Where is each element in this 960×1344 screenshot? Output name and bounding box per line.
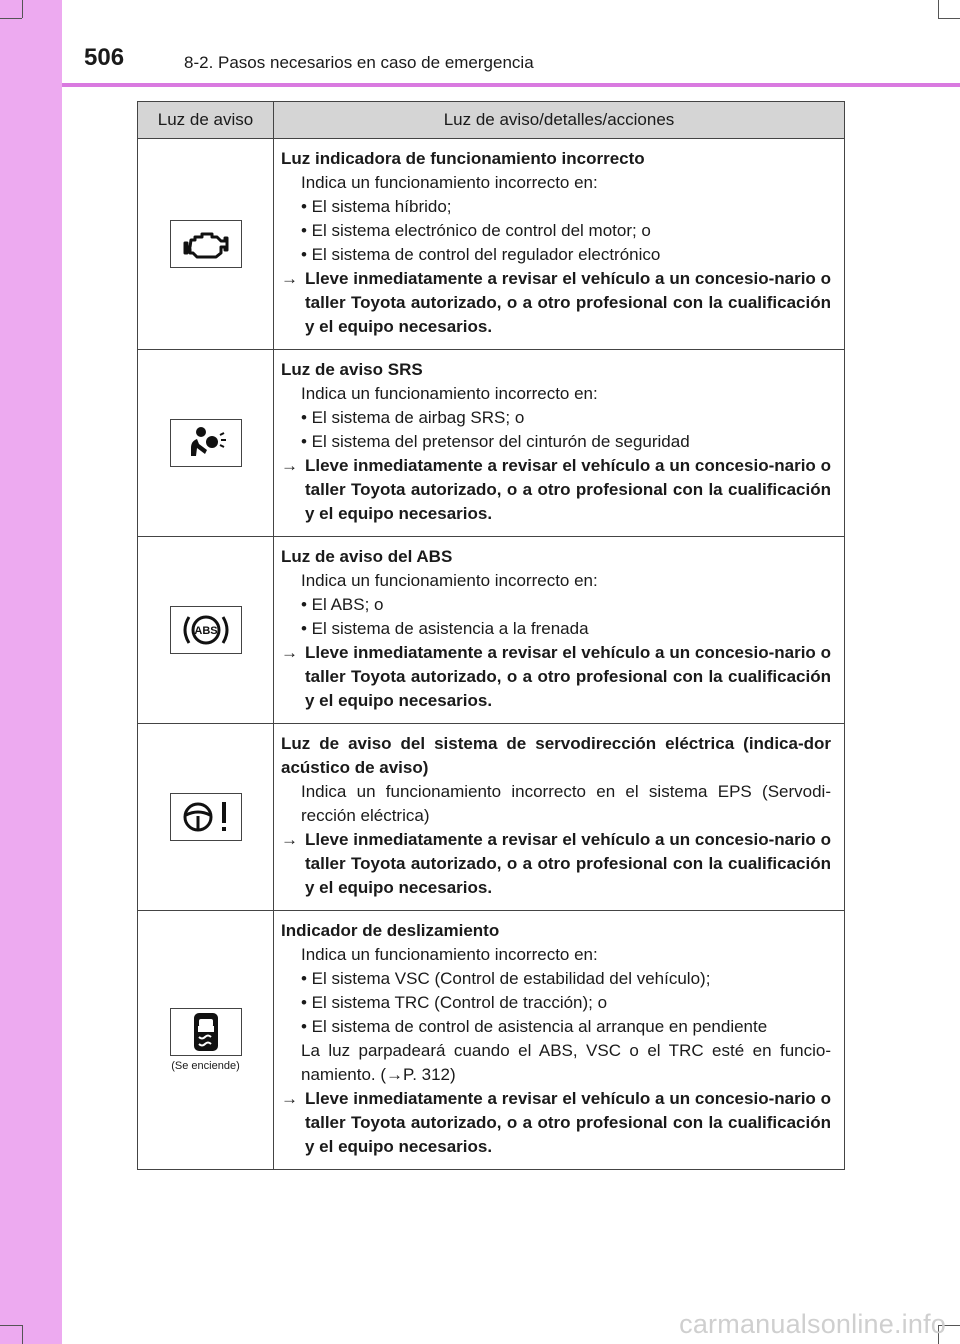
row-extra: La luz parpadeará cuando el ABS, VSC o el TRC esté en funcio-namiento. (→P. 312): [301, 1041, 831, 1084]
arrow-icon: →: [281, 269, 298, 288]
page-number: 506: [84, 44, 125, 71]
action-text: → Lleve inmediatamente a revisar el vehículo a un concesio-nario o taller Toyota autorizado, o a otro profesional con la cualificación y el equipo necesarios.: [281, 1087, 831, 1159]
header-rule: [62, 83, 960, 87]
action-text: → Lleve inmediatamente a revisar el vehículo a un concesio-nario o taller Toyota autorizado, o a otro profesional con la cualificación y el equipo necesarios.: [281, 267, 831, 339]
list-item: • El sistema electrónico de control del motor; o: [301, 221, 651, 240]
airbag-icon: [170, 419, 242, 467]
icon-cell: [138, 537, 274, 724]
row-title: Luz indicadora de funcionamiento incorrecto: [281, 149, 645, 168]
list-item: • El sistema híbrido;: [301, 197, 452, 216]
list-item: • El sistema VSC (Control de estabilidad del vehículo);: [301, 969, 711, 988]
icon-cell: [138, 139, 274, 350]
abs-icon: [170, 606, 242, 654]
row-title: Luz de aviso del ABS: [281, 547, 453, 566]
crop-mark: [938, 18, 960, 19]
table-row: [138, 724, 845, 911]
crop-mark: [938, 0, 939, 18]
arrow-icon: →: [281, 1089, 298, 1108]
row-title: Luz de aviso del sistema de servodirección eléctrica (indica-dor acústico de aviso): [281, 734, 831, 777]
row-title: Indicador de deslizamiento: [281, 921, 500, 940]
column-header-details: Luz de aviso/detalles/acciones: [274, 102, 845, 139]
crop-mark: [0, 18, 22, 19]
icon-cell: [138, 350, 274, 537]
row-title: Luz de aviso SRS: [281, 360, 423, 379]
list-item: • El sistema de asistencia a la frenada: [301, 619, 589, 638]
details-cell: [274, 911, 845, 1170]
svg-text:ABS: ABS: [193, 625, 218, 637]
crop-mark: [22, 1325, 23, 1344]
list-item: • El sistema de airbag SRS; o: [301, 408, 525, 427]
row-intro: Indica un funcionamiento incorrecto en:: [301, 384, 598, 403]
list-item: • El sistema TRC (Control de tracción); o: [301, 993, 608, 1012]
list-item: • El ABS; o: [301, 595, 384, 614]
details-cell: [274, 139, 845, 350]
engine-icon: [170, 220, 242, 268]
table-header-row: [138, 102, 845, 139]
list-item: • El sistema de control del regulador electrónico: [301, 245, 661, 264]
table-row: [138, 911, 845, 1170]
warning-lights-table: [137, 101, 845, 1170]
details-cell: [274, 350, 845, 537]
list-item: • El sistema de control de asistencia al arranque en pendiente: [301, 1017, 768, 1036]
row-intro: Indica un funcionamiento incorrecto en el sistema EPS (Servodi-rección eléctrica): [301, 782, 831, 825]
list-item: • El sistema del pretensor del cinturón de seguridad: [301, 432, 690, 451]
arrow-icon: →: [281, 830, 298, 849]
details-cell: [274, 537, 845, 724]
arrow-icon: →: [281, 456, 298, 475]
table-row: [138, 139, 845, 350]
crop-mark: [0, 1325, 22, 1326]
action-text: → Lleve inmediatamente a revisar el vehículo a un concesio-nario o taller Toyota autorizado, o a otro profesional con la cualificación y el equipo necesarios.: [281, 454, 831, 526]
icon-cell: [138, 911, 274, 1170]
icon-note: (Se enciende): [171, 1060, 240, 1072]
section-title: 8-2. Pasos necesarios en caso de emergencia: [184, 53, 534, 72]
row-intro: Indica un funcionamiento incorrecto en:: [301, 571, 598, 590]
crop-mark: [22, 0, 23, 18]
table-row: [138, 537, 845, 724]
details-cell: [274, 724, 845, 911]
action-text: → Lleve inmediatamente a revisar el vehículo a un concesio-nario o taller Toyota autorizado, o a otro profesional con la cualificación y el equipo necesarios.: [281, 828, 831, 900]
action-text: → Lleve inmediatamente a revisar el vehículo a un concesio-nario o taller Toyota autorizado, o a otro profesional con la cualificación y el equipo necesarios.: [281, 641, 831, 713]
table-row: [138, 350, 845, 537]
row-intro: Indica un funcionamiento incorrecto en:: [301, 173, 598, 192]
slip-indicator-icon: [170, 1008, 242, 1056]
arrow-icon: →: [281, 643, 298, 662]
power-steering-icon: [170, 793, 242, 841]
icon-cell: [138, 724, 274, 911]
column-header-light: Luz de aviso: [138, 102, 274, 139]
row-intro: Indica un funcionamiento incorrecto en:: [301, 945, 598, 964]
page-sidebar-tab: [0, 0, 62, 1344]
watermark: carmanualsonline.info: [679, 1309, 946, 1339]
